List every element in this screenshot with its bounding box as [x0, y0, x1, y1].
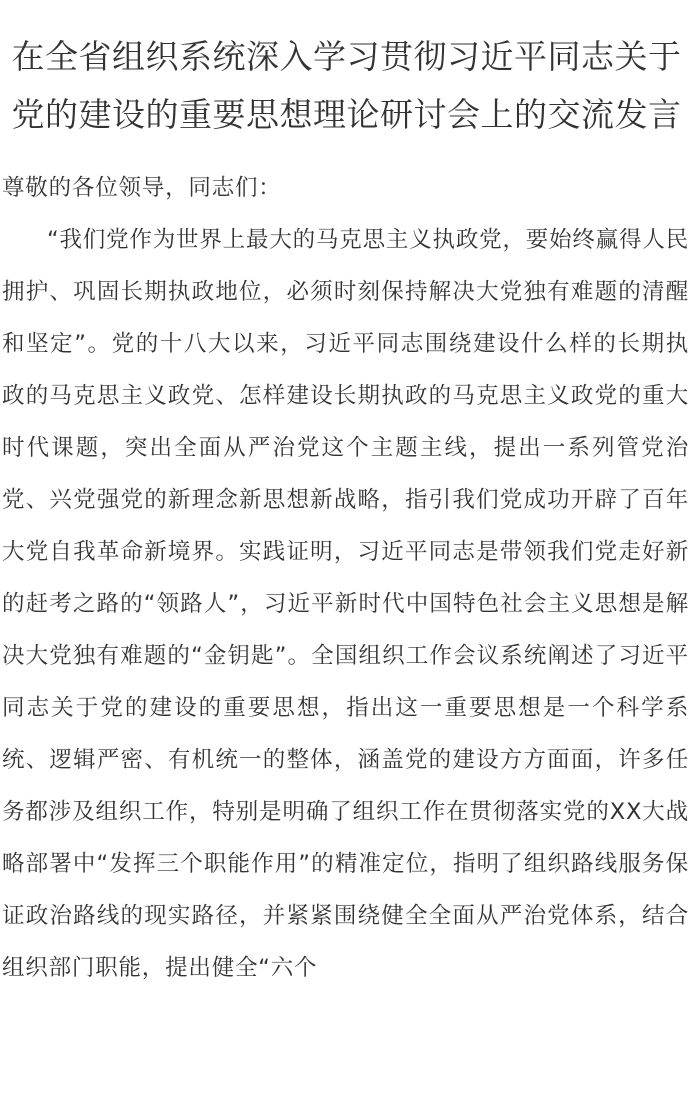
body-paragraph: “我们党作为世界上最大的马克思主义执政党，要始终赢得人民拥护、巩固长期执政地位，必须时刻保持解决大党独有难题的清醒和坚定”。党的十八大以来，习近平同志围绕建设什么样的长期执政的马克思主义政党、怎样建设长期执政的马克思主义政党的重大时代课题，突出全面从严治党这个主题主线，提出一系列管党治党、兴党强党的新理念新思想新战略，指引我们党成功开辟了百年大党自我革命新境界。实践证明，习近平同志是带领我们党走好新的赶考之路的“领路人”，习近平新时代中国特色社会主义思想是解决大党独有难题的“金钥匙”。全国组织工作会议系统阐述了习近平同志关于党的建设的重要思想，指出这一重要思想是一个科学系统、逻辑严密、有机统一的整体，涵盖党的建设方方面面，许多任务都涉及组织工作，特别是明确了组织工作在贯彻落实党的XX大战略部署中“发挥三个职能作用”的精准定位，指明了组织路线服务保证政治路线的现实路径，并紧紧围绕健全全面从严治党体系，结合组织部门职能，提出健全“六个 — [2, 227, 689, 981]
salutation: 尊敬的各位领导，同志们： — [2, 175, 282, 201]
document-title: 在全省组织系统深入学习贯彻习近平同志关于党的建设的重要思想理论研讨会上的交流发言 — [11, 37, 682, 134]
